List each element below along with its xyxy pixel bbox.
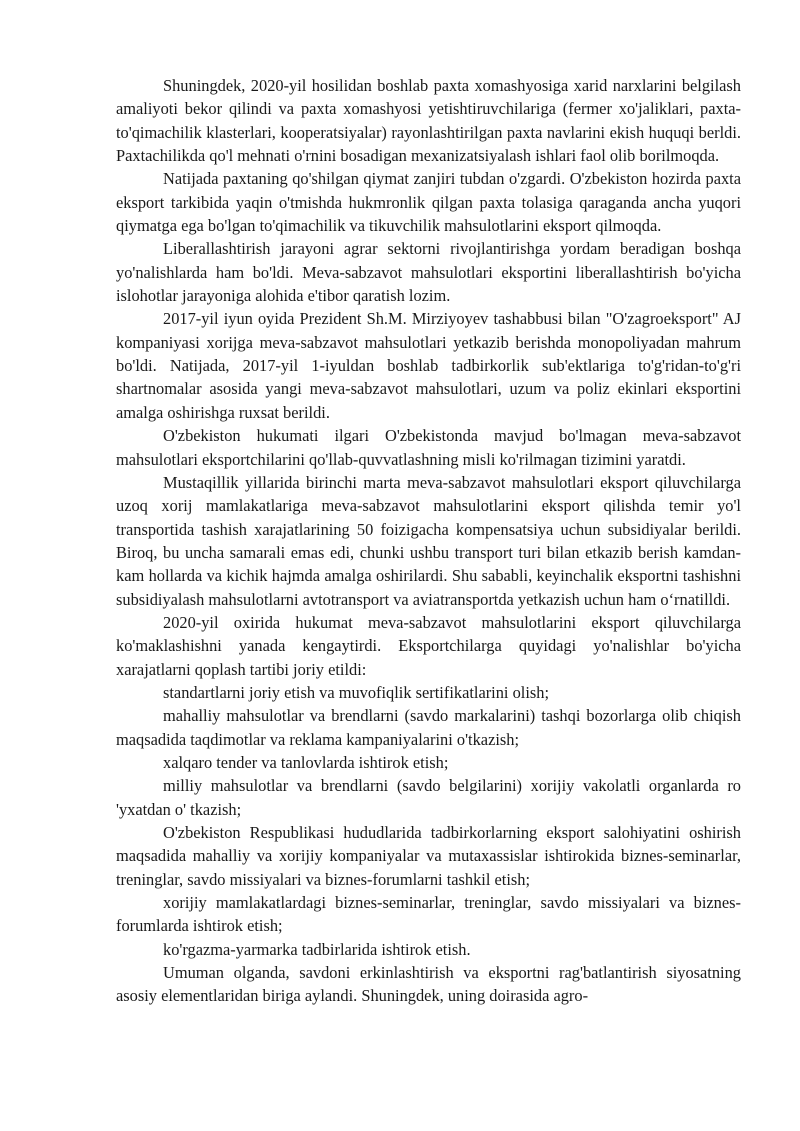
paragraph-2020-expansion: 2020-yil oxirida hukumat meva-sabzavot mahsulotlarini eksport qiluvchilarga ko'maklashishni yanada kengaytirdi. Eksportchilarga quyidagi yo'nalishlar bo'yicha xarajatlarni qoplash tartibi joriy etildi: (116, 612, 741, 679)
list-item-brand-promotion: mahalliy mahsulotlar va brendlarni (savdo markalarini) tashqi bozorlarga olib chiqish maqsadida taqdimotlar va reklama kampaniyalarini o'tkazish; (116, 706, 741, 749)
list-item-tenders: xalqaro tender va tanlovlarda ishtirok etish; (163, 752, 449, 772)
paragraph-cotton-purchase-prices: Shuningdek, 2020-yil hosilidan boshlab paxta xomashyosiga xarid narxlarini belgilash amaliyoti bekor qilindi va paxta xomashyosi yetishtiruvchilariga (fermer xo'jaliklari, paxta-to'qimachilik klasterlari, kooperatsiyalar) rayonlashtirilgan paxta navlarini ekish huquqi berldi. Paxtachilikda qo'l mehnati o'rnini bosadigan mexanizatsiyalash ishlari faol olib borilmoqda. (116, 76, 741, 166)
list-item-foreign-seminars: xorijiy mamlakatlardagi biznes-seminarlar, treninglar, savdo missiyalari va biznes-forumlarda ishtirok etish; (116, 893, 741, 936)
paragraph-transport-subsidies: Mustaqillik yillarida birinchi marta meva-sabzavot mahsulotlari eksport qiluvchilarga uzoq xorij mamlakatlariga meva-sabzavot mahsulotlarini eksport qilishda temir yo'l transportida tashish xarajatlarining 50 foizigacha kompensatsiya uchun subsidiyalar berildi. Biroq, bu uncha samarali emas edi, chunki ushbu transport turi bilan etkazib berish kamdan-kam hollarda va kichik hajmda amalga oshirilardi. Shu sababli, keyinchalik eksportni tashishni subsidiyalash mahsulotlarni avtotransport va aviatransportda yetkazish uchun ham o‘rnatilldi. (116, 472, 741, 609)
list-item-domestic-seminars: O'zbekiston Respublikasi hududlarida tadbirkorlarning eksport salohiyatini oshirish maqsadida mahalliy va xorijiy kompaniyalar va mutaxassislar ishtirokida biznes-seminarlar, treninglar, savdo missiyalari va biznes-forumlarni tashkil etish; (116, 823, 741, 889)
paragraph-cotton-value-chain: Natijada paxtaning qo'shilgan qiymat zanjiri tubdan o'zgardi. O'zbekiston hozirda paxta eksport tarkibida yaqin o'tmishda hukmronlik qilgan paxta tolasiga qaraganda ancha yuqori qiymatga ega bo'lgan to'qimachilik va tikuvchilik mahsulotlarini eksport qilmoqda. (116, 169, 741, 236)
paragraph-conclusion: Umuman olganda, savdoni erkinlashtirish va eksportni rag'batlantirish siyosatning asosiy elementlaridan biriga aylandi. Shuningdek, uning doirasida agro- (116, 963, 741, 1006)
list-item-exhibitions: ko'rgazma-yarmarka tadbirlarida ishtirok etish. (163, 939, 471, 959)
paragraph-uzagroexport-monopoly: 2017-yil iyun oyida Prezident Sh.M. Mirziyoyev tashabbusi bilan "O'zagroeksport" AJ kompaniyasi xorijga meva-sabzavot mahsulotlari yetkazib berishda monopoliyadan mahrum bo'ldi. Natijada, 2017-yil 1-iyuldan boshlab tadbirkorlik sub'ektlariga to'g'ridan-to'g'ri shartnomalar asosida yangi meva-sabzavot mahsulotlari, uzum va poliz ekinlari eksportini amalga oshirishga ruxsat berildi. (116, 309, 741, 422)
document-page (116, 74, 741, 1008)
list-item-standards: standartlarni joriy etish va muvofiqlik sertifikatlarini olish; (163, 682, 550, 702)
list-item-brand-registration: milliy mahsulotlar va brendlarni (savdo belgilarini) xorijiy vakolatli organlarda ro 'yxatdan o' tkazish; (116, 776, 741, 819)
paragraph-exporter-support-system: O'zbekiston hukumati ilgari O'zbekistonda mavjud bo'lmagan meva-sabzavot mahsulotlari eksportchilarini qo'llab-quvvatlashning misli ko'rilmagan tizimini yaratdi. (116, 426, 741, 469)
paragraph-liberalization: Liberallashtirish jarayoni agrar sektorni rivojlantirishga yordam beradigan boshqa yo'nalishlarda ham bo'ldi. Meva-sabzavot mahsulotlari eksportini liberallashtirish bo'yicha islohotlar jarayoniga alohida e'tibor qaratish lozim. (116, 239, 741, 306)
